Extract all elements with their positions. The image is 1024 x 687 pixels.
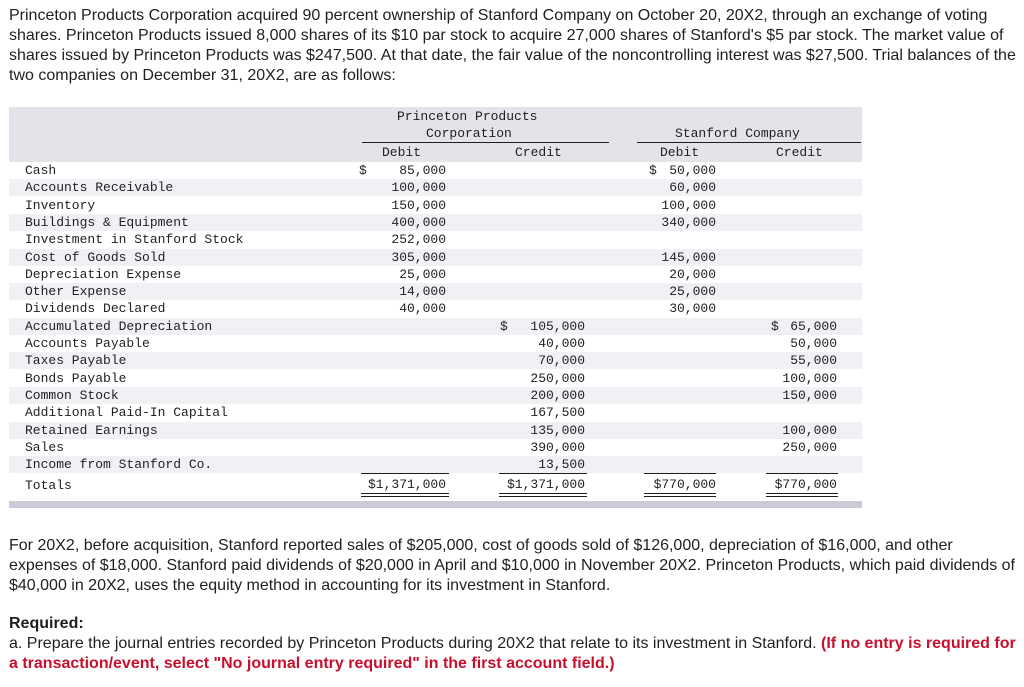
account-label: Cash <box>25 163 57 178</box>
stanford-header: Stanford Company <box>675 126 800 141</box>
princeton-credit-header: Credit <box>515 145 562 160</box>
total-rule-princeton-credit <box>499 473 587 474</box>
stanford-debit-value: 145,000 <box>661 249 716 265</box>
total-princeton-debit: $1,371,000 <box>367 477 446 492</box>
stanford-debit-value: 25,000 <box>669 284 716 300</box>
account-label: Taxes Payable <box>25 353 127 369</box>
account-label: Accounts Payable <box>25 336 150 351</box>
total-rule-princeton-debit <box>361 473 449 474</box>
required-heading: Required: <box>9 615 84 632</box>
princeton-debit-value: 252,000 <box>391 232 446 248</box>
stanford-credit-value: 100,000 <box>782 370 837 386</box>
total-rule-stanford-credit <box>766 473 838 474</box>
total-double-rule-princeton-debit <box>361 493 449 497</box>
stanford-header-rule <box>637 142 861 143</box>
total-rule-stanford-debit <box>644 473 716 474</box>
totals-label: Totals <box>25 478 72 493</box>
stanford-credit-value: 250,000 <box>782 439 837 455</box>
account-label: Accumulated Depreciation <box>25 318 213 334</box>
account-label: Retained Earnings <box>25 422 158 438</box>
princeton-credit-value: 40,000 <box>538 336 585 351</box>
princeton-credit-value: 135,000 <box>530 422 585 438</box>
princeton-debit-value: 40,000 <box>399 301 446 317</box>
stanford-debit-header: Debit <box>660 145 700 160</box>
account-label: Dividends Declared <box>25 301 166 317</box>
account-label: Investment in Stanford Stock <box>25 232 244 248</box>
required-item-a <box>9 634 1017 674</box>
account-label: Buildings & Equipment <box>25 214 189 230</box>
princeton-credit-value: 70,000 <box>538 353 585 369</box>
stanford-debit-value: 340,000 <box>661 214 716 230</box>
required-instruction: (If no entry is required for a transaction/event, select "No journal entry required" in the first account field.) <box>9 635 1016 672</box>
stanford-credit-header: Credit <box>776 145 823 160</box>
princeton-header-line2: Corporation <box>426 126 512 141</box>
stanford-debit-value: 20,000 <box>669 266 716 282</box>
total-stanford-debit: $770,000 <box>653 477 716 492</box>
princeton-credit-value: 250,000 <box>530 370 585 386</box>
stanford-debit-value: 100,000 <box>661 197 716 213</box>
account-label: Bonds Payable <box>25 370 127 386</box>
stanford-credit-value: 65,000 <box>790 318 837 334</box>
dollar-sign: $ <box>771 318 779 334</box>
princeton-credit-value: 105,000 <box>530 318 585 334</box>
row-stripe <box>9 352 862 369</box>
table-footer-band <box>9 501 862 508</box>
princeton-credit-value: 200,000 <box>530 387 585 403</box>
stanford-debit-value: 60,000 <box>669 180 716 196</box>
princeton-credit-value: 13,500 <box>538 457 585 473</box>
account-label: Income from Stanford Co. <box>25 457 213 473</box>
dollar-sign: $ <box>500 318 508 334</box>
account-label: Inventory <box>25 197 96 213</box>
total-double-rule-stanford-credit <box>766 493 838 497</box>
dollar-sign: $ <box>649 163 657 178</box>
princeton-debit-value: 150,000 <box>391 197 446 213</box>
stanford-debit-value: 50,000 <box>669 163 716 178</box>
intro-paragraph: Princeton Products Corporation acquired 90 percent ownership of Stanford Company on October 20, 20X2, through an exchange of voting shares. Princeton Products issued 8,000 shares of its $10 par stock to acquire 27,000 shares of Stanford's $5 par stock. The market value of shares issued by Princeton Products was $247,500. At that date, the fair value of the noncontrolling interest was $27,500. Trial balances of the two companies on December 31, 20X2, are as follows: <box>9 7 1016 84</box>
account-label: Accounts Receivable <box>25 180 174 196</box>
total-double-rule-princeton-credit <box>499 493 587 497</box>
account-label: Common Stock <box>25 387 119 403</box>
required-item-a-text: a. Prepare the journal entries recorded by Princeton Products during 20X2 that relate to its investment in Stanford. <box>9 635 817 652</box>
princeton-credit-value: 167,500 <box>530 405 585 421</box>
stanford-credit-value: 55,000 <box>790 353 837 369</box>
princeton-debit-header: Debit <box>382 145 422 160</box>
total-stanford-credit: $770,000 <box>774 477 837 492</box>
dollar-sign: $ <box>359 163 367 178</box>
trial-balance-table <box>9 107 862 508</box>
princeton-credit-value: 390,000 <box>530 439 585 455</box>
stanford-credit-value: 50,000 <box>790 336 837 351</box>
account-label: Additional Paid-In Capital <box>25 405 228 421</box>
row-stripe <box>9 387 862 404</box>
princeton-header-line1: Princeton Products <box>397 109 538 124</box>
total-princeton-credit: $1,371,000 <box>506 477 585 492</box>
account-label: Cost of Goods Sold <box>25 249 166 265</box>
total-double-rule-stanford-debit <box>644 493 716 497</box>
account-label: Depreciation Expense <box>25 266 182 282</box>
details-paragraph: For 20X2, before acquisition, Stanford reported sales of $205,000, cost of goods sold of $126,000, depreciation of $16,000, and other expenses of $18,000. Stanford paid dividends of $20,000 in April and $10,000 in November 20X2. Princeton Products, which paid dividends of $40,000 in 20X2, uses the equity method in accounting for its investment in Stanford. <box>9 537 1015 594</box>
princeton-debit-value: 25,000 <box>399 266 446 282</box>
princeton-header-rule <box>362 142 609 143</box>
stanford-debit-value: 30,000 <box>669 301 716 317</box>
princeton-debit-value: 85,000 <box>399 163 446 178</box>
account-label: Sales <box>25 439 65 455</box>
princeton-debit-value: 305,000 <box>391 249 446 265</box>
stanford-credit-value: 100,000 <box>782 422 837 438</box>
princeton-debit-value: 100,000 <box>391 180 446 196</box>
account-label: Other Expense <box>25 284 127 300</box>
princeton-debit-value: 400,000 <box>391 214 446 230</box>
princeton-debit-value: 14,000 <box>399 284 446 300</box>
stanford-credit-value: 150,000 <box>782 387 837 403</box>
